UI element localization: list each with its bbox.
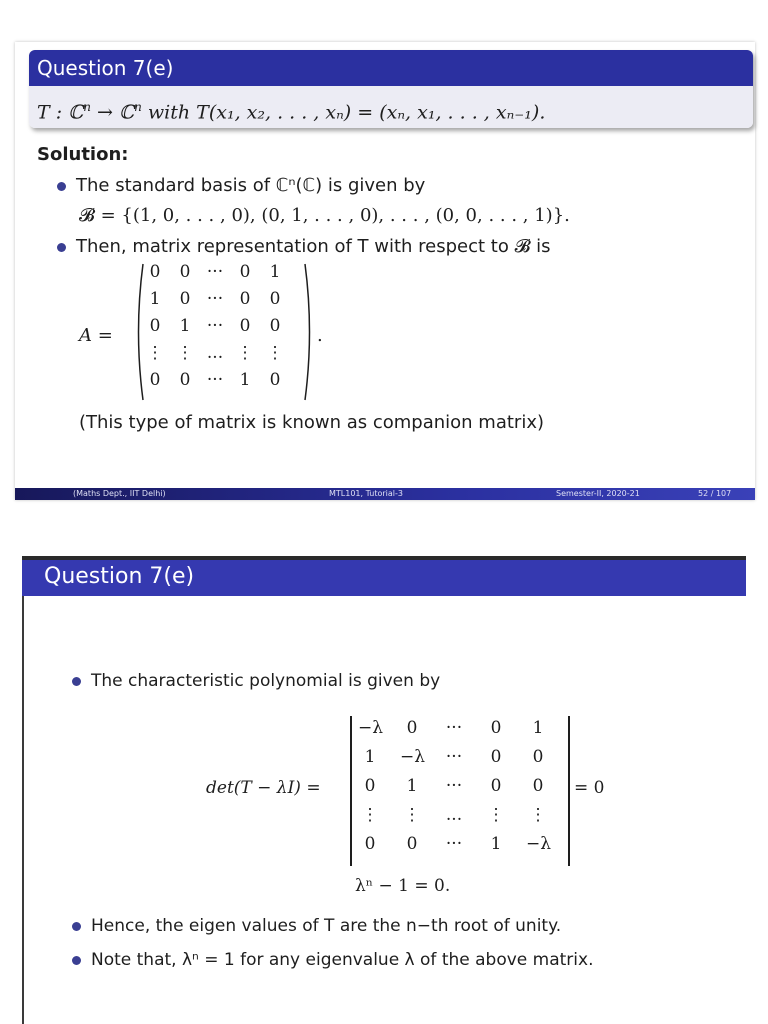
bullet-text: The standard basis of ℂⁿ(ℂ) is given by [76,175,426,196]
matrix-cell: ··· [445,747,463,767]
slide-1 [15,42,755,500]
bullet-text: Then, matrix representation of T with respect to 𝓑 is [76,236,551,257]
matrix-cell: 1 [179,316,191,336]
matrix-cell: ⋮ [487,805,505,825]
matrix-cell: 0 [149,370,161,390]
matrix-cell: ··· [445,834,463,854]
matrix-cell: ··· [206,316,224,336]
footer-semester: Semester-II, 2020-21 [556,489,640,498]
matrix-cell: ⋮ [266,343,284,363]
bullet-standard-basis [57,175,425,196]
matrix-cell: 0 [149,316,161,336]
determinant-matrix [350,716,580,866]
matrix-cell: 0 [179,289,191,309]
bullet-text: The characteristic polynomial is given by [91,671,441,691]
matrix-cell: 0 [239,316,251,336]
solution-label: Solution: [37,144,129,165]
matrix-cell: 0 [269,316,281,336]
matrix-cell: 1 [269,262,281,282]
question-definition [29,86,753,128]
matrix-cell: −λ [400,747,426,767]
characteristic-equation: λⁿ − 1 = 0. [355,876,451,896]
matrix-cell: 0 [406,718,418,738]
matrix-cell: ... [445,805,463,825]
matrix-cell: 1 [364,747,376,767]
matrix-cell: 0 [532,747,544,767]
companion-note: (This type of matrix is known as companion matrix) [79,412,545,433]
matrix-cell: 1 [406,776,418,796]
matrix-cell: ⋮ [361,805,379,825]
left-det-bar [350,716,352,866]
matrix-cell: 0 [149,262,161,282]
matrix-cell: 0 [490,776,502,796]
slide-2 [22,556,746,1024]
matrix-cell: 0 [269,289,281,309]
matrix-cell: 0 [179,370,191,390]
matrix-cell: ⋮ [176,343,194,363]
matrix-cell: 1 [532,718,544,738]
matrix-cell: 0 [269,370,281,390]
definition-tail: with T(x₁, x₂, . . . , xₙ) = (xₙ, x₁, . . . , xₙ₋₁). [141,101,546,124]
superscript-n: n [83,100,92,114]
footer-page: 52 / 107 [698,489,732,498]
matrix-cell: ⋮ [146,343,164,363]
matrix-cell: 0 [490,747,502,767]
question-block [29,50,753,128]
superscript-n: n [134,100,142,114]
footer-course: MTL101, Tutorial-3 [329,489,403,498]
matrix-cell: 0 [364,776,376,796]
bullet-dot [72,956,81,965]
matrix-cell: 0 [239,262,251,282]
bullet-matrix-representation [57,236,551,257]
matrix-cell: 0 [239,289,251,309]
bullet-dot [72,922,81,931]
slide-footer [15,488,755,500]
footer-dept: (Maths Dept., IIT Delhi) [73,489,166,498]
definition-mid: → ℂ [91,101,135,124]
matrix-cell: −λ [358,718,384,738]
matrix-label: A = [79,325,113,346]
right-paren-icon [303,262,315,402]
bullet-text: Hence, the eigen values of T are the n−th root of unity. [91,916,562,936]
matrix-cell: 1 [490,834,502,854]
matrix-cell: 0 [179,262,191,282]
matrix-cell: −λ [526,834,552,854]
matrix-cell: 0 [532,776,544,796]
matrix-cell: ... [206,343,224,363]
matrix-cell: 0 [490,718,502,738]
matrix-cell: ··· [206,262,224,282]
matrix-cell: ··· [445,776,463,796]
bullet-eigenvalues [72,916,561,936]
matrix-cell: 0 [406,834,418,854]
matrix-cell: ⋮ [529,805,547,825]
bullet-text: Note that, λⁿ = 1 for any eigenvalue λ of the above matrix. [91,950,594,970]
matrix-cell: ⋮ [236,343,254,363]
bullet-characteristic-polynomial [72,671,440,691]
basis-set: 𝓑 = {(1, 0, . . . , 0), (0, 1, . . . , 0), . . . , (0, 0, . . . , 1)}. [79,205,570,226]
matrix-cell: 1 [149,289,161,309]
matrix-cell: ⋮ [403,805,421,825]
matrix-cell: ··· [445,718,463,738]
matrix-cell: 0 [364,834,376,854]
bullet-note [72,950,593,970]
slide-2-left-border [22,596,24,1024]
matrix-end: . [317,325,323,346]
right-det-bar [568,716,570,866]
bullet-dot [57,243,66,252]
matrix-cell: ··· [206,370,224,390]
matrix-cell: 1 [239,370,251,390]
det-rhs: = 0 [574,778,605,798]
matrix-cell: ··· [206,289,224,309]
definition-head: T : ℂ [37,101,84,124]
bullet-dot [57,182,66,191]
slide-1-title: Question 7(e) [29,50,753,86]
slide-2-title: Question 7(e) [22,560,746,596]
bullet-dot [72,677,81,686]
det-label: det(T − λI) = [206,778,321,798]
companion-matrix [133,262,315,402]
